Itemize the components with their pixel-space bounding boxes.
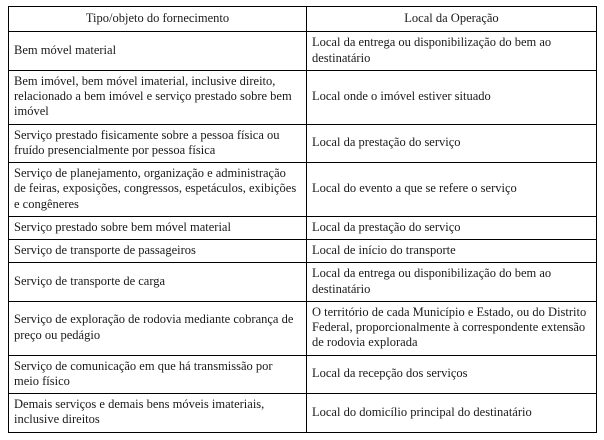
table-row: [9, 301, 597, 355]
table-row: [9, 263, 597, 302]
table-row: [9, 355, 597, 394]
table-row: [9, 240, 597, 263]
cell-local: Local da entrega ou disponibilização do bem ao destinatário: [307, 263, 597, 302]
cell-local: O território de cada Município e Estado, ou do Distrito Federal, proporcionalmente à correspondente extensão de rodovia explorada: [307, 301, 597, 355]
cell-local: Local da prestação do serviço: [307, 216, 597, 239]
table-row: [9, 216, 597, 239]
cell-tipo: Serviço prestado fisicamente sobre a pessoa física ou fruído presencialmente por pessoa física: [9, 124, 307, 163]
table-row: [9, 163, 597, 217]
supply-location-table: [8, 6, 597, 433]
cell-tipo: Demais serviços e demais bens móveis imateriais, inclusive direitos: [9, 394, 307, 433]
cell-local: Local da prestação do serviço: [307, 124, 597, 163]
table-row: [9, 70, 597, 124]
cell-local: Local onde o imóvel estiver situado: [307, 70, 597, 124]
table-header-row: [9, 7, 597, 32]
cell-tipo: Serviço prestado sobre bem móvel material: [9, 216, 307, 239]
cell-tipo: Bem móvel material: [9, 32, 307, 71]
table-row: [9, 394, 597, 433]
cell-tipo: Bem imóvel, bem móvel imaterial, inclusive direito, relacionado a bem imóvel e serviço prestado sobre bem imóvel: [9, 70, 307, 124]
cell-tipo: Serviço de exploração de rodovia mediante cobrança de preço ou pedágio: [9, 301, 307, 355]
cell-local: Local da entrega ou disponibilização do bem ao destinatário: [307, 32, 597, 71]
table-body: [9, 32, 597, 432]
cell-local: Local de início do transporte: [307, 240, 597, 263]
cell-tipo: Serviço de transporte de passageiros: [9, 240, 307, 263]
column-header-local: Local da Operação: [307, 7, 597, 32]
table-row: [9, 32, 597, 71]
column-header-tipo: Tipo/objeto do fornecimento: [9, 7, 307, 32]
cell-local: Local do domicílio principal do destinatário: [307, 394, 597, 433]
cell-local: Local do evento a que se refere o serviço: [307, 163, 597, 217]
cell-tipo: Serviço de transporte de carga: [9, 263, 307, 302]
table-row: [9, 124, 597, 163]
table-header: [9, 7, 597, 32]
cell-tipo: Serviço de comunicação em que há transmissão por meio físico: [9, 355, 307, 394]
cell-local: Local da recepção dos serviços: [307, 355, 597, 394]
cell-tipo: Serviço de planejamento, organização e administração de feiras, exposições, congressos, espetáculos, exibições e congêneres: [9, 163, 307, 217]
